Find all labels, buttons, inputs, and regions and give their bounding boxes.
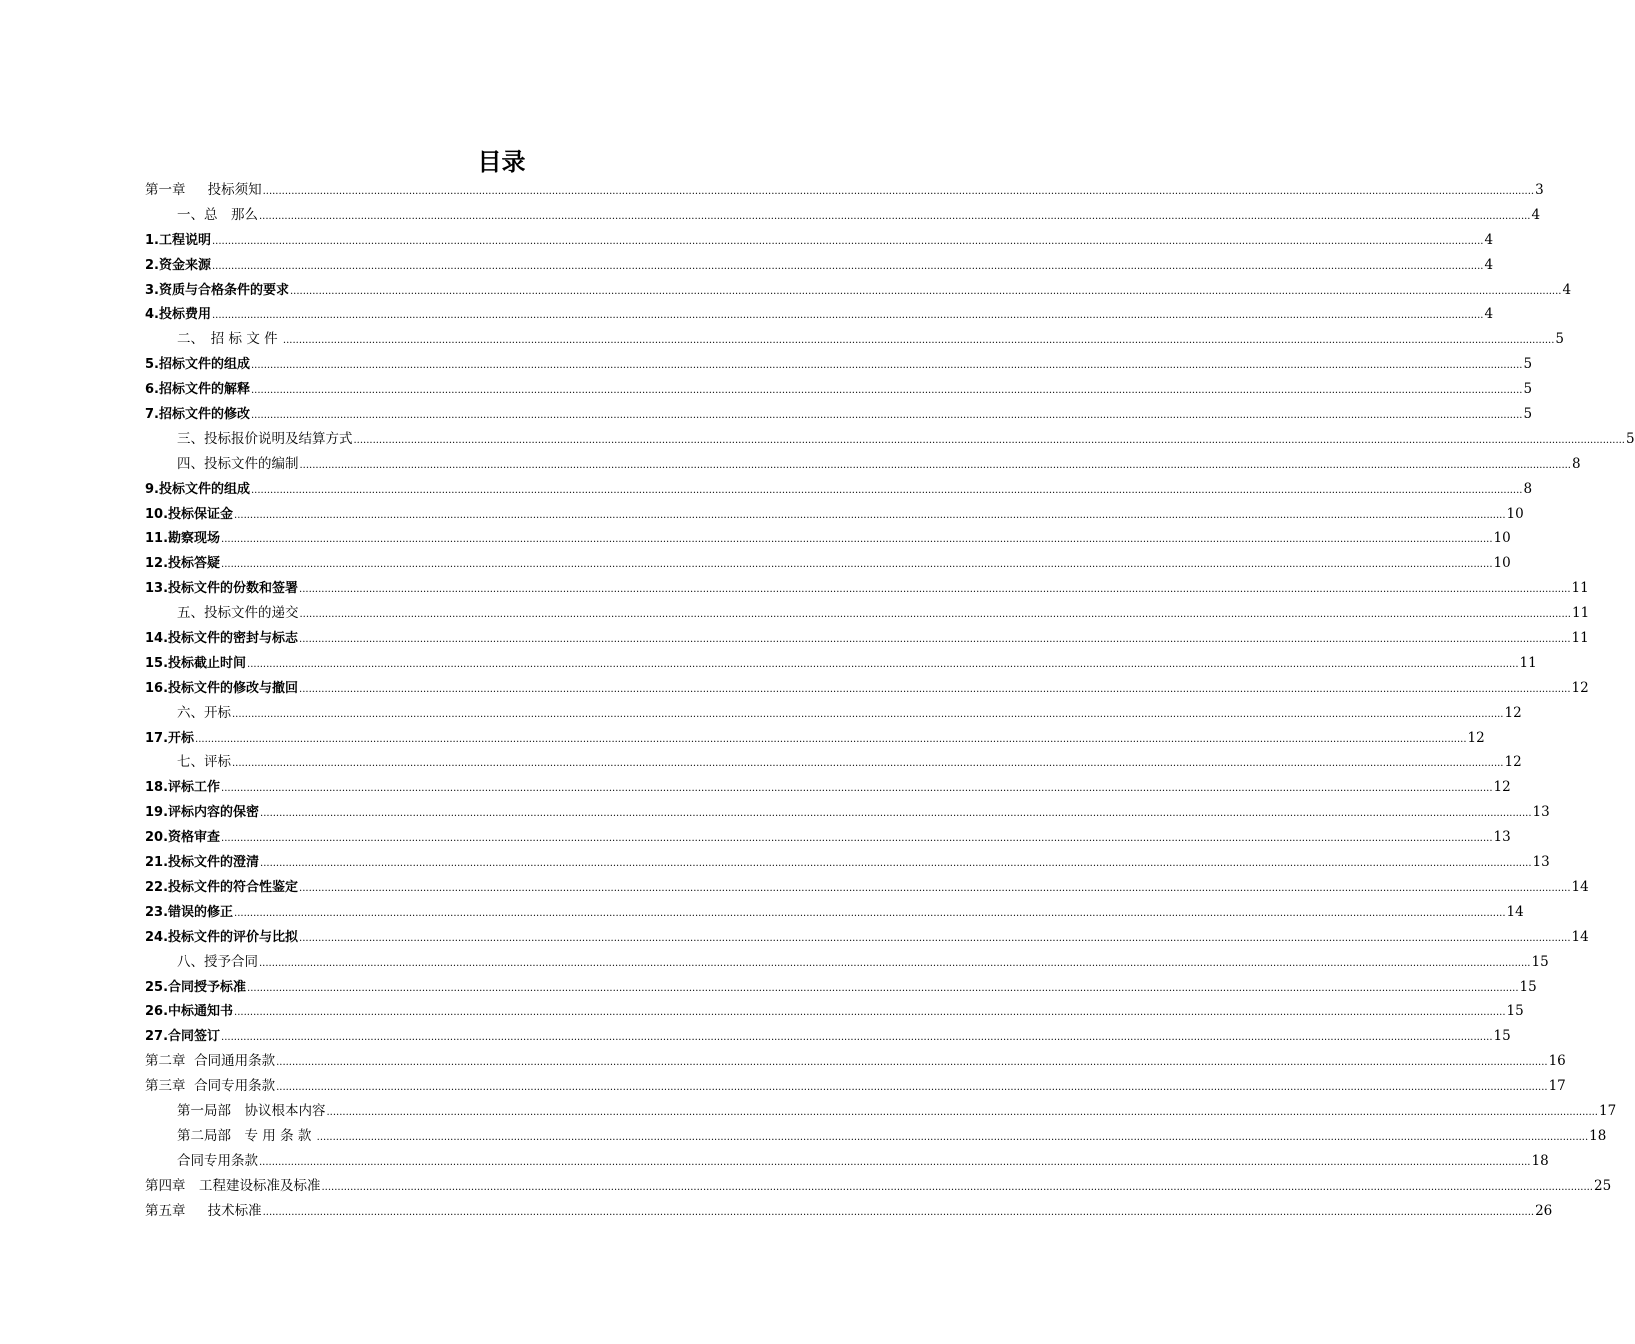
dot-leader: ................................................................................................................................................................................................................................................................................................................................................................................................................ xyxy=(195,733,1467,745)
toc-entry-page-number: 12 xyxy=(1467,729,1485,746)
toc-entry-page-number: 15 xyxy=(1493,1028,1511,1045)
toc-entry[interactable] xyxy=(145,950,1549,975)
dot-leader: ................................................................................................................................................................................................................................................................................................................................................................................................................ xyxy=(259,957,1531,969)
toc-entry[interactable] xyxy=(145,278,1572,303)
toc-entry-label: 18.评标工作 xyxy=(145,780,221,796)
toc-entry-page-number: 11 xyxy=(1571,580,1589,597)
dot-leader: ................................................................................................................................................................................................................................................................................................................................................................................................................ xyxy=(262,1206,1535,1218)
dot-leader: ................................................................................................................................................................................................................................................................................................................................................................................................................ xyxy=(289,285,1562,297)
dot-leader: ................................................................................................................................................................................................................................................................................................................................................................................................................ xyxy=(211,235,1484,247)
toc-entry-page-number: 12 xyxy=(1571,679,1589,696)
toc-entry-label: 第三章 合同专用条款 xyxy=(145,1078,276,1095)
toc-entry-page-number: 11 xyxy=(1519,654,1537,671)
toc-entry-label: 第四章 工程建设标准及标准 xyxy=(145,1177,321,1194)
toc-entry[interactable] xyxy=(145,900,1524,925)
toc-entry[interactable] xyxy=(145,800,1550,825)
toc-entry[interactable] xyxy=(145,1174,1612,1199)
dot-leader: ................................................................................................................................................................................................................................................................................................................................................................................................................ xyxy=(276,1082,1548,1094)
dot-leader: ................................................................................................................................................................................................................................................................................................................................................................................................................ xyxy=(353,434,1625,446)
toc-entry-label: 第五章 技术标准 xyxy=(145,1202,262,1219)
toc-entry-page-number: 13 xyxy=(1532,854,1550,871)
dot-leader: ................................................................................................................................................................................................................................................................................................................................................................................................................ xyxy=(221,534,1493,546)
toc-entry[interactable] xyxy=(145,1099,1617,1124)
toc-entry-label: 11.勘察现场 xyxy=(145,531,221,547)
toc-entry-page-number: 14 xyxy=(1571,928,1589,945)
toc-entry[interactable] xyxy=(145,452,1581,477)
toc-entry-page-number: 18 xyxy=(1531,1152,1549,1169)
dot-leader: ................................................................................................................................................................................................................................................................................................................................................................................................................ xyxy=(276,1057,1548,1069)
toc-entry-page-number: 15 xyxy=(1519,978,1537,995)
dot-leader: ................................................................................................................................................................................................................................................................................................................................................................................................................ xyxy=(326,1106,1598,1118)
toc-entry-page-number: 4 xyxy=(1531,206,1541,223)
toc-entry[interactable] xyxy=(145,228,1494,253)
dot-leader: ................................................................................................................................................................................................................................................................................................................................................................................................................ xyxy=(262,186,1535,197)
toc-entry[interactable] xyxy=(145,327,1564,352)
dot-leader: ................................................................................................................................................................................................................................................................................................................................................................................................................ xyxy=(234,509,1506,521)
toc-entry[interactable] xyxy=(145,999,1524,1024)
toc-entry[interactable] xyxy=(145,750,1522,775)
toc-entry-label: 第一章 投标须知 xyxy=(145,182,262,198)
dot-leader: ................................................................................................................................................................................................................................................................................................................................................................................................................ xyxy=(250,484,1523,496)
toc-entry-page-number: 8 xyxy=(1571,455,1581,472)
toc-entry[interactable] xyxy=(145,1124,1607,1149)
toc-entry-label: 13.投标文件的份数和签署 xyxy=(145,581,299,597)
dot-leader: ................................................................................................................................................................................................................................................................................................................................................................................................................ xyxy=(234,907,1506,919)
dot-leader: ................................................................................................................................................................................................................................................................................................................................................................................................................ xyxy=(260,858,1532,870)
toc-entry-label: 第二章 合同通用条款 xyxy=(145,1053,276,1070)
toc-entry-page-number: 5 xyxy=(1555,331,1564,348)
toc-entry-page-number: 10 xyxy=(1493,530,1511,547)
dot-leader: ................................................................................................................................................................................................................................................................................................................................................................................................................ xyxy=(299,609,1571,621)
toc-entry[interactable] xyxy=(145,850,1550,875)
dot-leader: ................................................................................................................................................................................................................................................................................................................................................................................................................ xyxy=(221,833,1493,845)
toc-entry-label: 3.资质与合格条件的要求 xyxy=(145,282,289,298)
toc-entry-label: 2.资金来源 xyxy=(145,257,211,273)
toc-entry-label: 第一局部 协议根本内容 xyxy=(177,1102,326,1119)
toc-entry-label: 7.招标文件的修改 xyxy=(145,407,250,423)
toc-entry[interactable] xyxy=(145,402,1533,427)
toc-entry[interactable] xyxy=(145,551,1511,576)
toc-entry[interactable] xyxy=(145,676,1589,701)
toc-entry-page-number: 25 xyxy=(1593,1177,1612,1194)
toc-entry-label: 七、评标 xyxy=(177,754,231,771)
toc-entry-page-number: 14 xyxy=(1571,878,1589,895)
toc-entry-label: 27.合同签订 xyxy=(145,1029,221,1045)
toc-entry-page-number: 13 xyxy=(1532,804,1550,821)
toc-entry-page-number: 18 xyxy=(1589,1127,1607,1144)
toc-entry-label: 二、 招 标 文 件 xyxy=(177,331,282,348)
toc-entry-label: 25.合同授予标准 xyxy=(145,979,247,995)
dot-leader: ................................................................................................................................................................................................................................................................................................................................................................................................................ xyxy=(259,210,1531,222)
toc-entry-page-number: 5 xyxy=(1625,430,1635,447)
toc-entry[interactable] xyxy=(145,377,1533,402)
toc-entry-page-number: 4 xyxy=(1484,306,1494,323)
toc-entry-label: 20.资格审查 xyxy=(145,830,221,846)
toc-entry-page-number: 5 xyxy=(1523,381,1533,398)
toc-entry-label: 16.投标文件的修改与撤回 xyxy=(145,680,299,696)
toc-entry-label: 八、授予合同 xyxy=(177,953,258,970)
toc-entry-label: 23.错误的修正 xyxy=(145,904,234,920)
toc-entry[interactable] xyxy=(145,1074,1566,1099)
toc-entry-label: 12.投标答疑 xyxy=(145,556,221,572)
toc-entry-label: 9.投标文件的组成 xyxy=(145,481,250,497)
toc-entry-label: 10.投标保证金 xyxy=(145,506,234,522)
toc-entry[interactable] xyxy=(145,825,1511,850)
toc-entry-page-number: 10 xyxy=(1493,555,1511,572)
toc-entry-label: 1.工程说明 xyxy=(145,232,211,248)
toc-entry-page-number: 3 xyxy=(1535,182,1544,198)
toc-entry-label: 19.评标内容的保密 xyxy=(145,805,260,821)
toc-entry[interactable] xyxy=(145,875,1589,900)
table-of-contents xyxy=(145,178,1635,1223)
toc-entry-label: 14.投标文件的密封与标志 xyxy=(145,631,299,647)
dot-leader: ................................................................................................................................................................................................................................................................................................................................................................................................................ xyxy=(247,658,1519,670)
toc-entry-label: 5.招标文件的组成 xyxy=(145,357,250,373)
toc-entry[interactable] xyxy=(145,253,1494,278)
toc-entry-page-number: 17 xyxy=(1598,1102,1617,1119)
toc-entry-page-number: 4 xyxy=(1484,256,1494,273)
toc-title: 目录 xyxy=(477,148,526,176)
toc-entry-page-number: 14 xyxy=(1506,903,1524,920)
dot-leader: ................................................................................................................................................................................................................................................................................................................................................................................................................ xyxy=(299,634,1571,646)
toc-entry-page-number: 16 xyxy=(1548,1053,1566,1070)
toc-entry-label: 26.中标通知书 xyxy=(145,1004,234,1020)
toc-entry-label: 一、总 那么 xyxy=(177,206,258,223)
toc-entry-page-number: 10 xyxy=(1506,505,1524,522)
dot-leader: ................................................................................................................................................................................................................................................................................................................................................................................................................ xyxy=(260,808,1532,820)
toc-entry[interactable] xyxy=(145,626,1589,651)
toc-entry-page-number: 4 xyxy=(1484,231,1494,248)
dot-leader: ................................................................................................................................................................................................................................................................................................................................................................................................................ xyxy=(232,758,1504,770)
toc-entry[interactable] xyxy=(145,726,1485,751)
dot-leader: ................................................................................................................................................................................................................................................................................................................................................................................................................ xyxy=(316,1131,1589,1143)
toc-entry[interactable] xyxy=(145,178,1544,203)
toc-entry[interactable] xyxy=(145,302,1494,327)
toc-entry-page-number: 11 xyxy=(1571,605,1590,622)
toc-entry-label: 五、投标文件的递交 xyxy=(177,605,299,622)
toc-entry-page-number: 12 xyxy=(1504,704,1522,721)
toc-entry[interactable] xyxy=(145,975,1537,1000)
toc-entry[interactable] xyxy=(145,1149,1549,1174)
toc-entry-label: 24.投标文件的评价与比拟 xyxy=(145,929,299,945)
toc-entry-page-number: 26 xyxy=(1535,1202,1553,1219)
toc-entry-label: 15.投标截止时间 xyxy=(145,655,247,671)
toc-entry[interactable] xyxy=(145,925,1589,950)
toc-entry-label: 六、开标 xyxy=(177,704,231,721)
toc-entry-page-number: 12 xyxy=(1493,779,1511,796)
dot-leader: ................................................................................................................................................................................................................................................................................................................................................................................................................ xyxy=(321,1181,1593,1193)
toc-entry[interactable] xyxy=(145,701,1522,726)
dot-leader: ................................................................................................................................................................................................................................................................................................................................................................................................................ xyxy=(234,1007,1506,1019)
toc-entry-page-number: 8 xyxy=(1523,480,1533,497)
toc-entry[interactable] xyxy=(145,1199,1553,1224)
toc-entry[interactable] xyxy=(145,427,1635,452)
toc-entry[interactable] xyxy=(145,1049,1566,1074)
toc-entry-label: 三、投标报价说明及结算方式 xyxy=(177,430,353,447)
dot-leader: ................................................................................................................................................................................................................................................................................................................................................................................................................ xyxy=(299,882,1571,894)
dot-leader: ................................................................................................................................................................................................................................................................................................................................................................................................................ xyxy=(250,410,1523,422)
toc-entry[interactable] xyxy=(145,352,1533,377)
toc-entry[interactable] xyxy=(145,526,1511,551)
dot-leader: ................................................................................................................................................................................................................................................................................................................................................................................................................ xyxy=(282,335,1555,347)
toc-entry-label: 合同专用条款 xyxy=(177,1152,258,1169)
toc-entry-label: 四、投标文件的编制 xyxy=(177,455,299,472)
dot-leader: ................................................................................................................................................................................................................................................................................................................................................................................................................ xyxy=(299,683,1571,695)
toc-entry-page-number: 15 xyxy=(1506,1003,1524,1020)
dot-leader: ................................................................................................................................................................................................................................................................................................................................................................................................................ xyxy=(250,385,1523,397)
toc-entry-page-number: 5 xyxy=(1523,406,1533,423)
toc-entry[interactable] xyxy=(145,651,1537,676)
toc-entry-label: 21.投标文件的澄清 xyxy=(145,855,260,871)
toc-entry-label: 22.投标文件的符合性鉴定 xyxy=(145,879,299,895)
dot-leader: ................................................................................................................................................................................................................................................................................................................................................................................................................ xyxy=(299,932,1571,944)
dot-leader: ................................................................................................................................................................................................................................................................................................................................................................................................................ xyxy=(221,559,1493,571)
dot-leader: ................................................................................................................................................................................................................................................................................................................................................................................................................ xyxy=(211,260,1484,272)
toc-entry-label: 6.招标文件的解释 xyxy=(145,382,250,398)
dot-leader: ................................................................................................................................................................................................................................................................................................................................................................................................................ xyxy=(299,584,1571,596)
dot-leader: ................................................................................................................................................................................................................................................................................................................................................................................................................ xyxy=(250,360,1523,372)
toc-entry[interactable] xyxy=(145,601,1590,626)
toc-entry[interactable] xyxy=(145,203,1541,228)
dot-leader: ................................................................................................................................................................................................................................................................................................................................................................................................................ xyxy=(299,459,1571,471)
toc-entry[interactable] xyxy=(145,502,1524,527)
toc-entry-page-number: 15 xyxy=(1531,953,1549,970)
toc-entry-label: 第二局部 专 用 条 款 xyxy=(177,1127,316,1144)
toc-entry-page-number: 4 xyxy=(1562,281,1572,298)
toc-entry[interactable] xyxy=(145,775,1511,800)
dot-leader: ................................................................................................................................................................................................................................................................................................................................................................................................................ xyxy=(259,1156,1531,1168)
toc-entry[interactable] xyxy=(145,576,1589,601)
dot-leader: ................................................................................................................................................................................................................................................................................................................................................................................................................ xyxy=(221,783,1493,795)
toc-entry-page-number: 17 xyxy=(1548,1078,1566,1095)
toc-entry-page-number: 5 xyxy=(1523,356,1533,373)
toc-entry[interactable] xyxy=(145,1024,1511,1049)
toc-entry-page-number: 12 xyxy=(1504,754,1522,771)
dot-leader: ................................................................................................................................................................................................................................................................................................................................................................................................................ xyxy=(221,1032,1493,1044)
toc-entry-page-number: 13 xyxy=(1493,829,1511,846)
toc-entry[interactable] xyxy=(145,477,1533,502)
dot-leader: ................................................................................................................................................................................................................................................................................................................................................................................................................ xyxy=(211,310,1484,322)
toc-entry-label: 4.投标费用 xyxy=(145,307,211,323)
dot-leader: ................................................................................................................................................................................................................................................................................................................................................................................................................ xyxy=(247,982,1519,994)
toc-entry-label: 17.开标 xyxy=(145,730,195,746)
dot-leader: ................................................................................................................................................................................................................................................................................................................................................................................................................ xyxy=(232,708,1504,720)
toc-entry-page-number: 11 xyxy=(1571,630,1589,647)
